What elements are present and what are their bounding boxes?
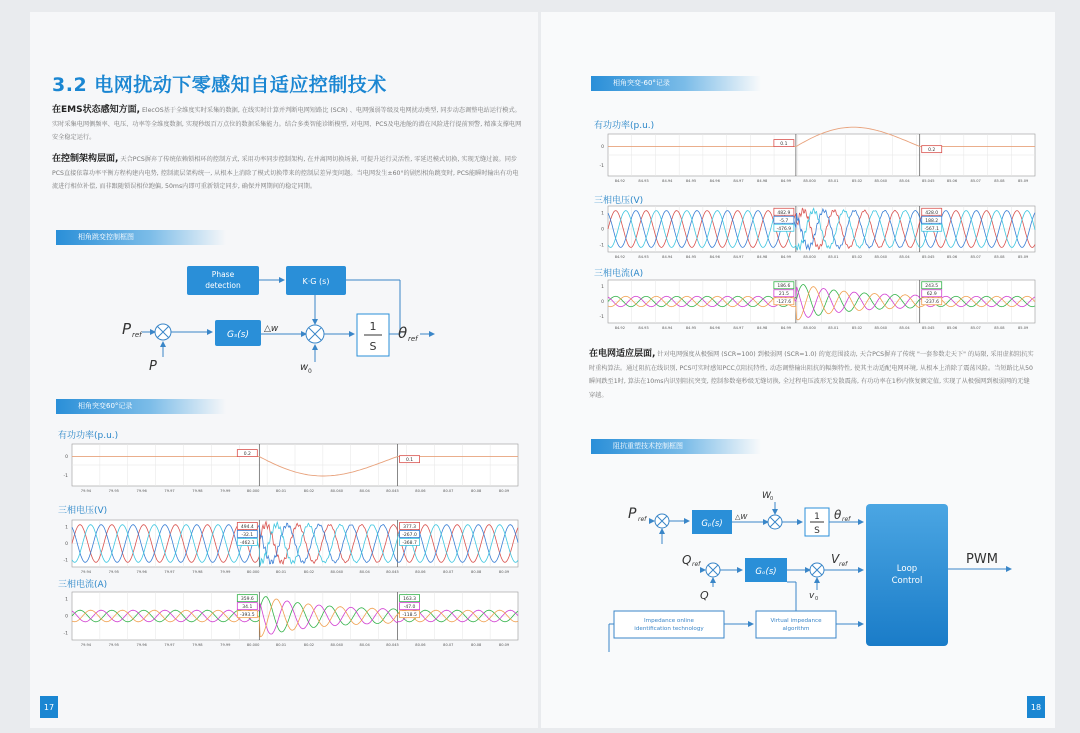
y-tick-label: -1 [63, 631, 68, 637]
phase-label-value: 163.3 [403, 597, 417, 603]
phase-label-value: 243.5 [925, 284, 939, 290]
x-tick-label: 84.93 [638, 255, 649, 259]
x-tick-label: 85.045 [921, 179, 935, 183]
x-tick-label: 85.08 [994, 255, 1005, 259]
ems-lead: 在EMS状态感知方面, [52, 105, 141, 115]
y-tick-label: -1 [599, 164, 604, 169]
x-tick-label: 79.97 [164, 570, 175, 574]
svg-text:ref: ref [692, 561, 701, 568]
x-tick-label: 84.94 [662, 326, 673, 330]
y-tick-label: 0 [601, 145, 604, 151]
svg-text:1: 1 [369, 320, 377, 333]
x-tick-label: 80.045 [386, 489, 399, 493]
x-tick-label: 85.01 [828, 255, 839, 259]
left-waveform-charts [30, 417, 538, 647]
svg-text:1: 1 [814, 512, 820, 522]
svg-text:0: 0 [815, 596, 819, 602]
x-tick-label: 85.045 [921, 255, 935, 259]
x-tick-label: 85.06 [946, 255, 958, 259]
x-tick-label: 79.99 [220, 570, 231, 574]
x-tick-label: 85.06 [946, 179, 958, 183]
phase-jump-block-diagram [30, 252, 538, 382]
gs-label: Gₛ(s) [226, 330, 250, 340]
x-tick-label: 80.01 [275, 570, 287, 574]
x-tick-label: 85.040 [874, 179, 888, 183]
y-tick-label: 1 [65, 597, 68, 603]
delta-w-label: △w [264, 324, 279, 334]
chart-title: 三相电流(A) [594, 269, 644, 279]
x-tick-label: 85.06 [946, 326, 958, 330]
y-tick-label: 0 [65, 614, 68, 620]
x-tick-label: 84.95 [685, 179, 697, 183]
x-tick-label: 85.04 [899, 179, 910, 183]
x-tick-label: 85.02 [851, 255, 863, 259]
chart-title: 三相电流(A) [58, 580, 108, 590]
x-tick-label: 84.94 [662, 255, 673, 259]
x-tick-label: 80.06 [415, 570, 426, 574]
svg-text:Virtual impedance: Virtual impedance [770, 618, 822, 624]
x-tick-label: 84.96 [709, 179, 720, 183]
q-feedback-label: Q [700, 589, 709, 602]
chart-title: 有功功率(p.u.) [58, 431, 119, 441]
x-tick-label: 84.97 [733, 326, 744, 330]
x-tick-label: 85.040 [874, 255, 888, 259]
power-label-value: 0.1 [405, 458, 414, 464]
x-tick-label: 85.08 [994, 326, 1005, 330]
x-tick-label: 85.02 [851, 326, 863, 330]
phase-label-value: 62.9 [926, 292, 937, 298]
left-page [30, 12, 538, 728]
x-tick-label: 84.95 [685, 326, 697, 330]
phase-label-value: -5.7 [779, 218, 789, 224]
x-tick-label: 84.93 [638, 326, 649, 330]
y-tick-label: -1 [63, 474, 68, 479]
page-number-left: 17 [40, 696, 58, 718]
x-tick-label: 85.04 [899, 326, 910, 330]
x-tick-label: 85.09 [1017, 179, 1029, 183]
x-tick-label: 80.09 [498, 570, 510, 574]
power-label-value: 0.2 [243, 452, 251, 458]
x-tick-label: 80.045 [386, 643, 399, 647]
svg-text:S: S [369, 340, 377, 353]
pref-label-r: P [628, 506, 637, 522]
theta-label-r: θ [834, 508, 842, 522]
svg-text:detection: detection [205, 281, 241, 290]
svg-text:ref: ref [839, 561, 848, 568]
phase-label-value: 428.0 [925, 210, 939, 216]
phase-label-value: -476.9 [776, 226, 792, 232]
phase-label-value: -237.6 [924, 300, 939, 306]
x-tick-label: 80.08 [471, 570, 482, 574]
y-tick-label: 0 [65, 455, 68, 461]
phase-label-value: -368.7 [402, 540, 417, 546]
x-tick-label: 80.07 [443, 489, 454, 493]
grid-adapt-paragraph [589, 348, 1035, 402]
virtual-impedance-block [756, 611, 836, 638]
x-tick-label: 80.000 [246, 570, 260, 574]
y-tick-label: 0 [601, 227, 604, 233]
x-tick-label: 79.95 [108, 643, 119, 647]
x-tick-label: 79.96 [136, 489, 147, 493]
x-tick-label: 80.02 [303, 570, 315, 574]
x-tick-label: 79.98 [192, 570, 203, 574]
y-tick-label: 1 [601, 284, 604, 290]
y-tick-label: -1 [599, 315, 604, 321]
x-tick-label: 84.96 [709, 255, 720, 259]
svg-text:ref: ref [638, 516, 647, 523]
x-tick-label: 80.040 [330, 643, 344, 647]
k-gain-label: K·G (s) [302, 277, 330, 286]
x-tick-label: 85.000 [803, 326, 816, 330]
control-body: 天合PCS摒弃了传统依赖锁相环的控制方式, 采用功率同步控制架构, 在并离网切换场景, 可提升运行灵活性, 零延迟模式切换, 实现无缝过渡。同步PCS直接依靠功率平衡方程构建内电势, 控制流层架构统一, 从根本上消除了模式切换带来的控制层差异变问题。当电网发生±60°的剧烈相角跳变时, PCS能瞬时输出有功电流进行相位补偿, 而非跟随锁误相位跑偏, 50ms内即可重新锁定同步, 确保并网期间的稳定同期。 [52, 156, 519, 190]
tag-phase-jump-diagram: 相角跳变控制框图 [56, 230, 226, 245]
right-page [541, 12, 1055, 728]
phase-label-value: 359.6 [240, 597, 254, 603]
control-lead: 在控制架构层面, [52, 154, 119, 164]
right-waveform-charts [541, 94, 1055, 330]
x-tick-label: 85.000 [803, 255, 816, 259]
x-tick-label: 85.09 [1017, 326, 1029, 330]
x-tick-label: 84.98 [757, 255, 768, 259]
tag-impedance-diagram: 阻抗重塑技术控制框图 [591, 439, 761, 454]
x-tick-label: 84.92 [614, 179, 626, 183]
x-tick-label: 85.040 [874, 326, 888, 330]
x-tick-label: 80.04 [359, 570, 370, 574]
x-tick-label: 84.93 [638, 179, 649, 183]
x-tick-label: 80.07 [443, 643, 454, 647]
x-tick-label: 80.08 [471, 489, 482, 493]
svg-text:ref: ref [842, 516, 851, 523]
x-tick-label: 79.94 [80, 643, 92, 647]
v0-label: v [809, 591, 815, 601]
x-tick-label: 84.98 [757, 326, 768, 330]
loop-control-block [866, 504, 948, 646]
grid-adapt-body: 针对电网强度从极强网 (SCR=100) 到极弱网 (SCR=1.0) 的宽范围波动, 天合PCS摒弃了传统 "一套参数走天下" 的局限, 采用虚拟阻抗实时重构算法。通过阻抗在线识别, PCS可实时感知PCC点阻抗特性, 动态调整输出阻抗的幅频特性, 使其主动适配电网环境, 从根本上消除了震荡风险。当短路比从50瞬间跌至1时, 算法在10ms内识别阻抗突变, 控制参数毫秒级无缝切换, 全过程电压波形无发散震荡, 有功功率在1秒内恢复额定值, 实现了从极强网到极弱网的无缝穿越。 [589, 351, 1034, 399]
page-number-right: 18 [1027, 696, 1045, 718]
phase-label-value: -118.5 [402, 613, 417, 619]
power-label-value: 0.2 [928, 148, 936, 154]
phase-label-value: 494.4 [240, 524, 254, 530]
x-tick-label: 80.08 [471, 643, 482, 647]
svg-text:Impedance online: Impedance online [644, 618, 694, 624]
x-tick-label: 79.98 [192, 489, 203, 493]
y-tick-label: 0 [601, 300, 604, 305]
x-tick-label: 84.99 [780, 326, 792, 330]
x-tick-label: 85.045 [921, 326, 935, 330]
tag-phase-minus-60-record: 相角突变-60°记录 [591, 76, 761, 91]
x-tick-label: 80.045 [386, 570, 399, 574]
x-tick-label: 85.01 [828, 326, 839, 330]
ems-body: ElecOS基于全维度实时采集的数据, 在线实时计算并判断电网短路比 (SCR) 、电网强弱等级及电网扰动类型, 同步动态调整电站运行模式。实时采集电网侧频率、电压、功率等全维度数据, 实现秒级百万点位的数据采集能力。结合多类智能诊断模型, 对电网、PCS及电池舱的潜在风险进行提前预警, 精准支撑电网安全稳定运行。 [52, 107, 522, 141]
ems-paragraph [52, 104, 522, 145]
section-heading: 3.2 电网扰动下零感知自适应控制技术 [52, 74, 387, 96]
phase-label-value: -462.1 [240, 540, 255, 546]
x-tick-label: 85.08 [994, 179, 1005, 183]
power-label-value: 0.1 [780, 142, 788, 148]
chart-title: 三相电压(V) [58, 506, 108, 516]
x-tick-label: 85.000 [803, 179, 816, 183]
svg-text:S: S [814, 526, 820, 536]
svg-text:Gₚ(s): Gₚ(s) [701, 519, 723, 529]
x-tick-label: 80.04 [359, 489, 370, 493]
phase-label-value: 188.2 [925, 218, 939, 224]
x-tick-label: 85.07 [970, 179, 981, 183]
svg-text:ref: ref [132, 331, 142, 339]
x-tick-label: 80.000 [246, 489, 260, 493]
phase-label-value: -47.0 [403, 605, 416, 611]
phase-label-value: -567.1 [924, 226, 939, 232]
x-tick-label: 85.02 [851, 179, 863, 183]
x-tick-label: 79.96 [136, 570, 147, 574]
phase-label-value: -393.5 [240, 613, 255, 619]
x-tick-label: 79.95 [108, 570, 119, 574]
pwm-label: PWM [966, 552, 998, 567]
phase-label-value: -127.6 [776, 300, 792, 306]
delta-w-label-r: △W [735, 513, 748, 521]
svg-text:identification technology: identification technology [634, 626, 704, 632]
y-tick-label: 0 [65, 542, 68, 547]
tag-phase-60-record: 相角突变60°记录 [56, 399, 226, 414]
y-tick-label: 1 [65, 525, 68, 531]
phase-label-value: 21.5 [778, 292, 789, 298]
phase-label-value: -267.0 [402, 532, 417, 538]
chart-title: 有功功率(p.u.) [594, 121, 655, 131]
theta-ref-label: θ [398, 324, 408, 342]
svg-text:Gₒ(s): Gₒ(s) [755, 567, 777, 577]
x-tick-label: 80.02 [303, 643, 315, 647]
impedance-block-diagram [541, 472, 1055, 652]
x-tick-label: 84.97 [733, 179, 744, 183]
x-tick-label: 85.07 [970, 326, 981, 330]
x-tick-label: 80.06 [415, 643, 426, 647]
x-tick-label: 80.06 [415, 489, 426, 493]
x-tick-label: 84.99 [780, 255, 792, 259]
x-tick-label: 79.98 [192, 643, 203, 647]
p-feedback-label: P [149, 359, 157, 374]
svg-text:Control: Control [891, 576, 923, 586]
x-tick-label: 84.98 [757, 179, 768, 183]
x-tick-label: 79.99 [220, 643, 231, 647]
x-tick-label: 80.01 [275, 643, 287, 647]
x-tick-label: 85.07 [970, 255, 981, 259]
svg-text:algorithm: algorithm [782, 626, 810, 632]
x-tick-label: 80.04 [359, 643, 370, 647]
y-tick-label: -1 [599, 243, 604, 249]
x-tick-label: 80.02 [303, 489, 315, 493]
phase-label-value: 482.9 [777, 210, 791, 216]
x-tick-label: 79.97 [164, 489, 175, 493]
x-tick-label: 84.94 [662, 179, 673, 183]
svg-text:0: 0 [770, 496, 774, 502]
x-tick-label: 84.92 [614, 326, 626, 330]
x-tick-label: 79.94 [80, 489, 92, 493]
x-tick-label: 80.07 [443, 570, 454, 574]
x-tick-label: 84.99 [780, 179, 792, 183]
qref-label: Q [682, 553, 692, 567]
x-tick-label: 79.95 [108, 489, 119, 493]
x-tick-label: 79.94 [80, 570, 92, 574]
w0-label-r: W [762, 491, 771, 501]
x-tick-label: 80.01 [275, 489, 287, 493]
control-paragraph [52, 153, 522, 194]
phase-detection-label: Phase [211, 270, 235, 279]
phase-label-value: 34.1 [242, 605, 253, 611]
x-tick-label: 79.99 [220, 489, 231, 493]
x-tick-label: 80.040 [330, 489, 344, 493]
x-tick-label: 84.95 [685, 255, 697, 259]
grid-adapt-lead: 在电网适应层面, [589, 349, 656, 359]
x-tick-label: 85.09 [1017, 255, 1029, 259]
y-tick-label: -1 [63, 558, 68, 564]
pref-label: P [122, 320, 132, 338]
y-tick-label: 1 [601, 211, 604, 217]
svg-text:ref: ref [408, 335, 418, 343]
chart-title: 三相电压(V) [594, 196, 644, 206]
phase-label-value: 377.3 [403, 524, 417, 530]
w-input-label: w [300, 362, 309, 373]
x-tick-label: 80.09 [498, 643, 510, 647]
phase-label-value: -32.1 [241, 532, 254, 538]
x-tick-label: 80.040 [330, 570, 344, 574]
x-tick-label: 84.97 [733, 255, 744, 259]
x-tick-label: 84.92 [614, 255, 626, 259]
loop-control-label: Loop [896, 564, 918, 574]
x-tick-label: 79.97 [164, 643, 175, 647]
phase-label-value: 186.6 [777, 284, 791, 290]
vref-label: V [831, 552, 840, 566]
x-tick-label: 84.96 [709, 326, 720, 330]
x-tick-label: 80.09 [498, 489, 510, 493]
impedance-id-block [614, 611, 724, 638]
x-tick-label: 79.96 [136, 643, 147, 647]
svg-text:0: 0 [308, 368, 312, 375]
x-tick-label: 80.000 [246, 643, 260, 647]
x-tick-label: 85.04 [899, 255, 910, 259]
x-tick-label: 85.01 [828, 179, 839, 183]
